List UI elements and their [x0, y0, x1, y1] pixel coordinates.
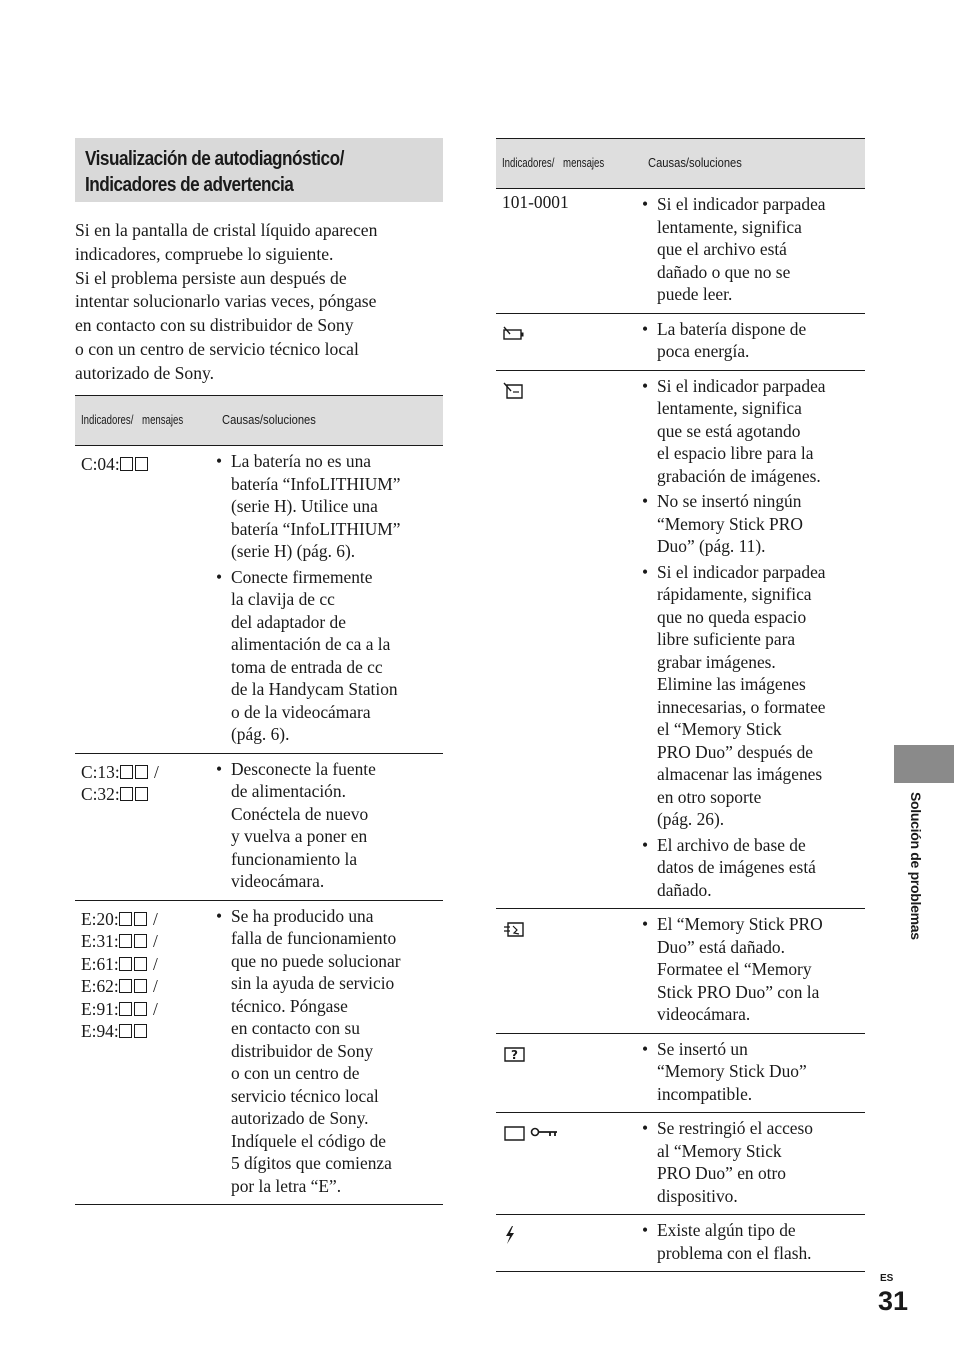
- table-row: [496, 189, 865, 314]
- section-tab-marker: [894, 745, 954, 783]
- indicator-cell: [496, 909, 642, 1034]
- digit-placeholder-icon: [120, 787, 133, 801]
- digit-placeholder-icon: [134, 957, 147, 971]
- table-row: [75, 446, 443, 754]
- intro-line: autorizado de Sony.: [75, 362, 215, 383]
- list-item: • Se ha producido una falla de funcionamiento que no puede solucionar sin la ayuda de servicio técnico. Póngase en contacto con su distribuidor de Sony o con un centro de servicio técnico local autorizado de Sony. Indíquele el código de 5 dígitos que comienza por la letra “E”.: [216, 905, 443, 1198]
- digit-placeholder-icon: [135, 765, 148, 779]
- table-row: [496, 1033, 865, 1113]
- memory-stick-warning-icon: [502, 382, 526, 400]
- list-item: • Se restringió el acceso al “Memory Stick PRO Duo” en otro dispositivo.: [642, 1117, 865, 1207]
- intro-line: Si el problema persiste aun después de: [75, 267, 347, 288]
- intro-line: Si en la pantalla de cristal líquido aparecen: [75, 220, 378, 240]
- table-row: [75, 900, 443, 1205]
- cause-cell: [216, 753, 443, 900]
- cause-cell: [216, 900, 443, 1205]
- side-section-label: Solución de problemas: [908, 792, 924, 940]
- table-header-row: [75, 396, 443, 446]
- diagnostic-table-left: [75, 395, 443, 1205]
- indicator-cell: E:20: / E:31: / E:61: / E:62: / E:91: / E:94:: [75, 900, 216, 1205]
- header-indicators: Indicadores/ mensajes: [75, 396, 216, 446]
- list-item: • Desconecte la fuente de alimentación. Conéctela de nuevo y vuelva a poner en funcionamiento la videocámara.: [216, 758, 443, 893]
- digit-placeholder-icon: [134, 1024, 147, 1038]
- table-row: [496, 909, 865, 1034]
- cause-cell: [642, 1215, 865, 1272]
- page-number: 31: [878, 1286, 909, 1316]
- list-item: • Si el indicador parpadea lentamente, significa que el archivo está dañado o que no se puede leer.: [642, 193, 865, 306]
- digit-placeholder-icon: [119, 934, 132, 948]
- cause-cell: [642, 909, 865, 1034]
- page-language: ES: [880, 1273, 894, 1284]
- table-row: [496, 313, 865, 370]
- cause-cell: [642, 370, 865, 909]
- digit-placeholder-icon: [134, 934, 147, 948]
- digit-placeholder-icon: [120, 765, 133, 779]
- list-item: • Se insertó un “Memory Stick Duo” incompatible.: [642, 1038, 865, 1106]
- cause-cell: [642, 313, 865, 370]
- table-row: [496, 1215, 865, 1272]
- indicator-cell: C:04:: [75, 446, 216, 754]
- list-item: • El archivo de base de datos de imágenes está dañado.: [642, 834, 865, 902]
- cause-cell: [642, 189, 865, 314]
- list-item: • Conecte firmemente la clavija de cc del adaptador de alimentación de ca a la toma de entrada de cc de la Handycam Station o de la videocámara (pág. 6).: [216, 566, 443, 746]
- section-title: Visualización de autodiagnóstico/ Indicadores de advertencia: [85, 148, 344, 196]
- digit-placeholder-icon: [134, 979, 147, 993]
- digit-placeholder-icon: [134, 1002, 147, 1016]
- cause-cell: [642, 1033, 865, 1113]
- diagnostic-table-right: [496, 138, 865, 1272]
- svg-text:?: ?: [511, 1047, 518, 1062]
- table-header-row: [496, 139, 865, 189]
- list-item: • La batería dispone de poca energía.: [642, 318, 865, 363]
- table-row: [496, 370, 865, 909]
- cause-cell: [216, 446, 443, 754]
- digit-placeholder-icon: [119, 1024, 132, 1038]
- indicator-cell: [496, 370, 642, 909]
- indicator-cell: [496, 313, 642, 370]
- header-causes: Causas/soluciones: [642, 139, 865, 189]
- indicator-cell: [496, 1113, 642, 1215]
- intro-line: en contacto con su distribuidor de Sony: [75, 315, 354, 336]
- list-item: • Si el indicador parpadea lentamente, significa que se está agotando el espacio libre para la grabación de imágenes.: [642, 375, 865, 488]
- intro-line: indicadores, compruebe lo siguiente.: [75, 243, 334, 264]
- table-row: [75, 753, 443, 900]
- digit-placeholder-icon: [134, 912, 147, 926]
- low-battery-icon: [502, 326, 526, 342]
- list-item: • La batería no es una batería “InfoLITHIUM” (serie H). Utilice una batería “InfoLITHIUM” (serie H) (pág. 6).: [216, 450, 443, 563]
- memory-stick-incompatible-icon: [502, 1045, 528, 1063]
- memory-stick-locked-icon: [502, 1124, 560, 1142]
- digit-placeholder-icon: [135, 787, 148, 801]
- indicator-cell: [496, 1215, 642, 1272]
- digit-placeholder-icon: [119, 1002, 132, 1016]
- header-indicators: Indicadores/ mensajes: [496, 139, 642, 189]
- intro-line: o con un centro de servicio técnico local: [75, 338, 359, 359]
- list-item: • El “Memory Stick PRO Duo” está dañado. Formatee el “Memory Stick PRO Duo” con la videocámara.: [642, 913, 865, 1026]
- digit-placeholder-icon: [119, 957, 132, 971]
- header-causes: Causas/soluciones: [216, 396, 443, 446]
- list-item: • Existe algún tipo de problema con el flash.: [642, 1219, 865, 1264]
- table-row: [496, 1113, 865, 1215]
- indicator-cell: C:13: / C:32:: [75, 753, 216, 900]
- flash-icon: [502, 1225, 518, 1245]
- intro-line: intentar solucionarlo varias veces, póngase: [75, 291, 377, 312]
- list-item: • No se insertó ningún “Memory Stick PRO Duo” (pág. 11).: [642, 490, 865, 558]
- intro-text: [75, 219, 443, 386]
- cause-cell: [642, 1113, 865, 1215]
- memory-stick-damaged-icon: [502, 920, 526, 938]
- indicator-cell: [496, 1033, 642, 1113]
- error-code: 101-0001: [502, 192, 569, 212]
- section-heading: [75, 138, 443, 202]
- list-item: • Si el indicador parpadea rápidamente, significa que no queda espacio libre suficiente para grabar imágenes. Elimine las imágenes innecesarias, o formatee el “Memory Stick PRO Duo” después de almacenar las imágenes en otro soporte (pág. 26).: [642, 561, 865, 831]
- digit-placeholder-icon: [119, 912, 132, 926]
- digit-placeholder-icon: [119, 979, 132, 993]
- indicator-cell: [496, 189, 642, 314]
- digit-placeholder-icon: [120, 457, 133, 471]
- digit-placeholder-icon: [135, 457, 148, 471]
